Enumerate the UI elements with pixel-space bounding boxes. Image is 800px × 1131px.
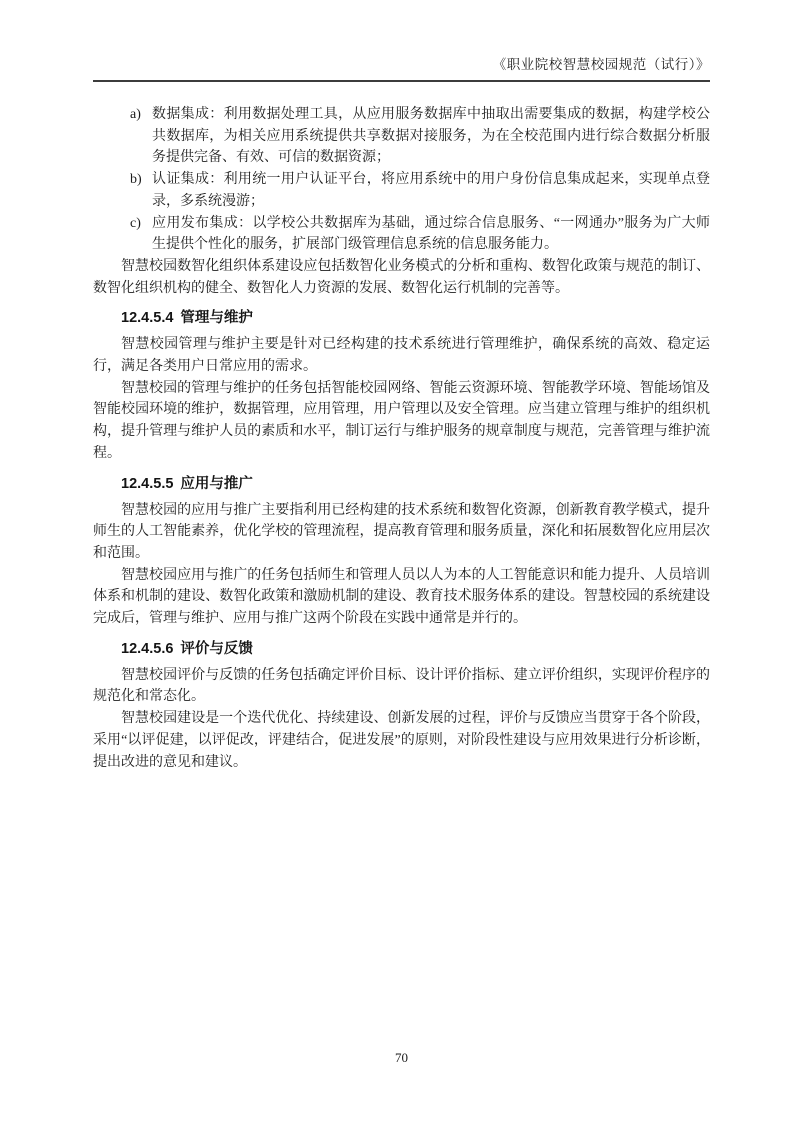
- header-title: 《职业院校智慧校园规范（试行）》: [492, 57, 710, 72]
- section-paragraph: 智慧校园应用与推广的任务包括师生和管理人员以人为本的人工智能意识和能力提升、人员培训体系和机制的建设、数智化政策和激励机制的建设、教育技术服务体系的建设。智慧校园的系统建设完成后，管理与维护、应用与推广这两个阶段在实践中通常是并行的。: [93, 567, 710, 627]
- list-item-b: [93, 169, 710, 212]
- section-number: 12.4.5.5: [121, 475, 174, 492]
- section-number: 12.4.5.6: [121, 640, 174, 657]
- intro-paragraph: 智慧校园数智化组织体系建设应包括数智化业务模式的分析和重构、数智化政策与规范的制订、数智化组织机构的健全、数智化人力资源的发展、数智化运行机制的完善等。: [93, 258, 710, 296]
- list-item-label: b): [130, 172, 142, 188]
- list-item-label: a): [130, 107, 141, 122]
- section-paragraph: 智慧校园评价与反馈的任务包括确定评价目标、设计评价指标、建立评价组织，实现评价程序的规范化和常态化。: [93, 667, 710, 705]
- page-header: [93, 57, 710, 82]
- page-number: 70: [395, 1050, 408, 1065]
- list-item-text: 数据集成：利用数据处理工具，从应用服务数据库中抽取出需要集成的数据，构建学校公共数据库，为相关应用系统提供共享数据对接服务，为在全校范围内进行综合数据分析服务提供完备、有效、可信的数据资源；: [152, 107, 710, 166]
- section-paragraph: 智慧校园的管理与维护的任务包括智能校园网络、智能云资源环境、智能教学环境、智能场馆及智能校园环境的维护，数据管理，应用管理，用户管理以及安全管理。应当建立管理与维护的组织机构，提升管理与维护人员的素质和水平，制订运行与维护服务的规章制度与规范，完善管理与维护流程。: [93, 380, 710, 461]
- list-item-a: [93, 104, 710, 169]
- section-number: 12.4.5.4: [121, 310, 174, 327]
- list-item-text: 应用发布集成：以学校公共数据库为基础，通过综合信息服务、“一网通办”服务为广大师生提供个性化的服务，扩展部门级管理信息系统的信息服务能力。: [152, 215, 710, 253]
- section-heading-12454: [93, 307, 710, 329]
- section-title: 评价与反馈: [180, 640, 253, 657]
- list-item-text: 认证集成：利用统一用户认证平台，将应用系统中的用户身份信息集成起来，实现单点登录，多系统漫游；: [152, 172, 710, 209]
- list-item-c: [93, 213, 710, 256]
- section-paragraph: 智慧校园建设是一个迭代优化、持续建设、创新发展的过程，评价与反馈应当贯穿于各个阶段，采用“以评促建，以评促改，评建结合，促进发展”的原则，对阶段性建设与应用效果进行分析诊断，提出改进的意见和建议。: [93, 711, 710, 770]
- page-footer: [93, 1050, 710, 1066]
- section-heading-12456: [93, 638, 710, 660]
- list-item-label: c): [130, 215, 141, 231]
- section-title: 管理与维护: [180, 310, 253, 327]
- section-paragraph: 智慧校园管理与维护主要是针对已经构建的技术系统进行管理维护，确保系统的高效、稳定运行，满足各类用户日常应用的需求。: [93, 337, 710, 375]
- section-paragraph: 智慧校园的应用与推广主要指利用已经构建的技术系统和数智化资源，创新教育教学模式，提升师生的人工智能素养，优化学校的管理流程，提高教育管理和服务质量，深化和拓展数智化应用层次和范围。: [93, 502, 710, 561]
- section-title: 应用与推广: [180, 475, 253, 492]
- section-heading-12455: [93, 473, 710, 495]
- page-content: [93, 104, 710, 773]
